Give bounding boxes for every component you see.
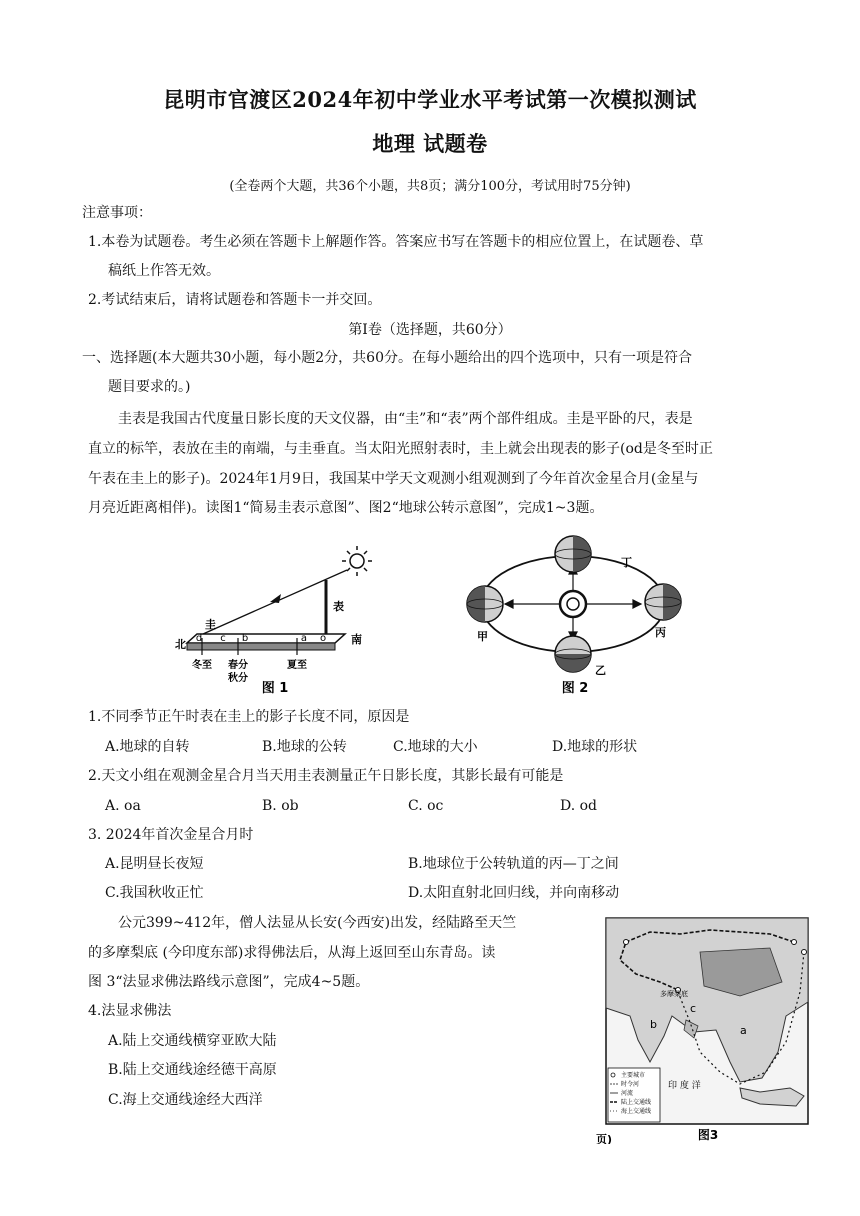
label-ding: 丁	[621, 556, 632, 569]
label-jia: 甲	[477, 630, 488, 643]
question-4-stem: 4.法显求佛法	[88, 1003, 172, 1019]
notice-item-2: 2.考试结束后，请将试题卷和答题卡一并交回。	[88, 292, 382, 308]
legend-sea-route: 海上交通线	[621, 1108, 652, 1115]
legend-city: 主要城市	[621, 1072, 646, 1079]
question-2-option-b[interactable]: B. ob	[262, 798, 299, 814]
question-3-option-c[interactable]: C.我国秋收正忙	[105, 885, 204, 901]
ray-arrow	[270, 594, 281, 603]
label-yi: 乙	[595, 664, 606, 677]
point-o-label: o	[319, 633, 327, 644]
label-south: 南	[351, 633, 362, 646]
point-c-label: c	[220, 633, 226, 644]
figure-2-caption: 图 2	[561, 681, 589, 696]
earth-globe-icon	[467, 586, 503, 622]
passage2-line: 的多摩梨底 (今印度东部)求得佛法后，从海上返回至山东青岛。读	[88, 945, 496, 961]
label-c: c	[690, 1002, 697, 1015]
section-heading: 一、选择题(本大题共30小题，每小题2分，共60分。在每小题给出的四个选项中，只有一项是符合	[82, 350, 692, 366]
label-spring-equinox: 春分	[228, 660, 248, 671]
passage1-line: 月亮近距离相伴)。读图1“简易圭表示意图”、图2“地球公转示意图”，完成1~3题。	[88, 500, 604, 516]
map-legend	[608, 1068, 660, 1122]
label-a: a	[740, 1024, 747, 1037]
question-2-option-c[interactable]: C. oc	[408, 798, 444, 814]
figure-2-revolution-diagram	[455, 528, 695, 698]
passage1-line: 直立的标竿，表放在圭的南端，与圭垂直。当太阳光照射表时，圭上就会出现表的影子(od是冬至时正	[88, 441, 713, 457]
point-a-label: a	[300, 633, 308, 644]
label-autumn-equinox: 秋分	[228, 673, 248, 684]
notice-item-1-cont: 稿纸上作答无效。	[108, 263, 220, 279]
passage2-line: 公元399~412年，僧人法显从长安(今西安)出发，经陆路至天竺	[118, 915, 517, 931]
label-tamralipti: 多摩梨底	[660, 990, 688, 998]
exam-info: (全卷两个大题，共36个小题，共8页；满分100分，考试用时75分钟)	[229, 179, 631, 194]
point-b-label: b	[241, 633, 249, 644]
legend-river: 河流	[621, 1090, 634, 1097]
notice-item-1: 1.本卷为试题卷。考生必须在答题卡上解题作答。答案应书写在答题卡的相应位置上，在试题卷、草	[88, 234, 704, 250]
question-1-stem: 1.不同季节正午时表在圭上的影子长度不同，原因是	[88, 709, 410, 725]
gui-base-side	[187, 643, 335, 650]
earth-globe-icon	[645, 584, 681, 620]
question-4-option-a[interactable]: A.陆上交通线横穿亚欧大陆	[108, 1033, 277, 1049]
notice-heading: 注意事项：	[82, 205, 152, 221]
page-fragment-label: 页)	[596, 1133, 613, 1144]
label-biao: 表	[333, 600, 344, 613]
point-d-label: d	[195, 633, 203, 644]
question-4-option-b[interactable]: B.陆上交通线途经德干高原	[108, 1062, 277, 1078]
label-gui: 圭	[205, 618, 216, 631]
legend-seasonal-river: 时令河	[621, 1081, 640, 1088]
question-3-option-d[interactable]: D.太阳直射北回归线，并向南移动	[408, 885, 620, 901]
section-title: 第Ⅰ卷（选择题，共60分）	[348, 322, 512, 338]
label-b: b	[650, 1018, 657, 1031]
passage1-line: 圭表是我国古代度量日影长度的天文仪器，由“圭”和“表”两个部件组成。圭是平卧的尺，表是	[118, 411, 693, 427]
question-3-option-a[interactable]: A.昆明昼长夜短	[105, 856, 204, 872]
figure-1-gnomon-diagram	[165, 540, 405, 700]
passage2-line: 图 3“法显求佛法路线示意图”，完成4~5题。	[88, 974, 370, 990]
earth-globe-icon	[555, 536, 591, 572]
sun-icon	[342, 546, 372, 576]
section-heading-cont: 题目要求的。)	[108, 379, 191, 395]
question-1-option-b[interactable]: B.地球的公转	[262, 739, 347, 755]
question-3-option-b[interactable]: B.地球位于公转轨道的丙—丁之间	[408, 856, 619, 872]
legend-land-route: 陆上交通线	[621, 1099, 652, 1106]
figure-1-caption: 图 1	[261, 681, 289, 696]
figure-3-caption: 图3	[697, 1128, 719, 1142]
label-bing: 丙	[655, 626, 666, 639]
question-1-option-d[interactable]: D.地球的形状	[552, 739, 638, 755]
label-indian-ocean: 印 度 洋	[668, 1081, 701, 1091]
question-2-option-d[interactable]: D. od	[560, 798, 598, 814]
question-2-option-a[interactable]: A. oa	[105, 798, 141, 814]
passage1-line: 午表在圭上的影子)。2024年1月9日，我国某中学天文观测小组观测到了今年首次金星合月(金星与	[88, 471, 699, 487]
question-4-option-c[interactable]: C.海上交通线途经大西洋	[108, 1092, 263, 1108]
question-1-option-a[interactable]: A.地球的自转	[105, 739, 190, 755]
question-3-stem: 3. 2024年首次金星合月时	[88, 827, 254, 843]
question-2-stem: 2.天文小组在观测金星合月当天用圭表测量正午日影长度，其影长最有可能是	[88, 768, 564, 784]
figure-3-route-map	[590, 912, 814, 1144]
exam-subtitle: 地理 试题卷	[372, 131, 488, 156]
earth-globe-icon	[555, 636, 591, 672]
question-1-option-c[interactable]: C.地球的大小	[393, 739, 478, 755]
label-summer-solstice: 夏至	[287, 660, 307, 671]
exam-title: 昆明市官渡区2024年初中学业水平考试第一次模拟测试	[163, 87, 697, 112]
label-winter-solstice: 冬至	[192, 660, 212, 671]
label-north: 北	[175, 638, 186, 651]
